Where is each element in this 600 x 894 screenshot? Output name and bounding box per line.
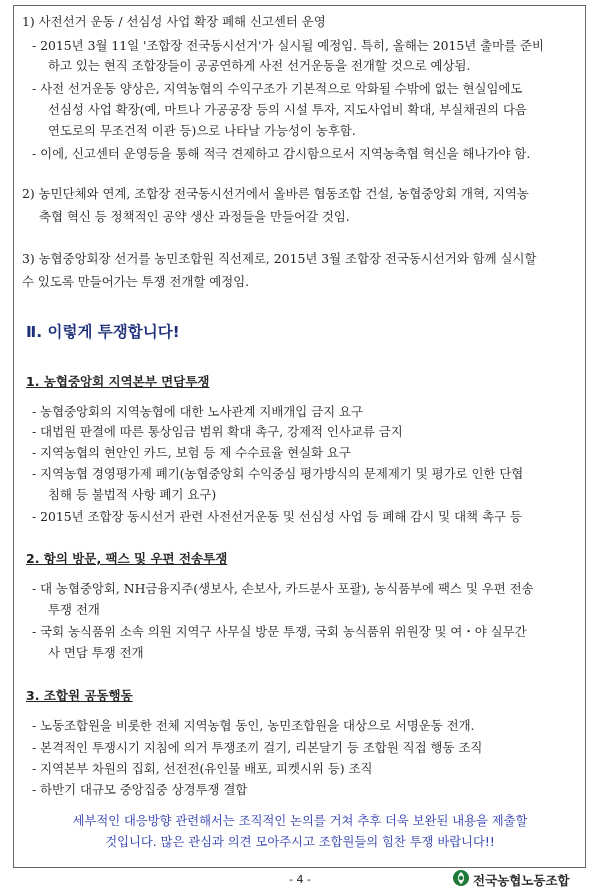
item2-line2: 축협 혁신 등 정책적인 공약 생산 과정들을 만들어갈 것임. bbox=[39, 209, 350, 224]
sub3-bullet1: - 노동조합원을 비롯한 전체 지역농협 동인, 농민조합원을 대상으로 서명운동 전개. bbox=[32, 718, 475, 733]
item3-line1: 3) 농협중앙회장 선거를 농민조합원 직선제로, 2015년 3월 조합장 전국동시선거와 함께 실시할 bbox=[22, 251, 537, 266]
sub2-bullet1-line1: - 대 농협중앙회, NH금융지주(생보사, 손보사, 카드분사 포괄), 농식품부에 팩스 및 우편 전송 bbox=[32, 581, 534, 596]
sub3-bullet4: - 하반기 대규모 중앙집중 상경투쟁 결합 bbox=[32, 782, 248, 797]
sub3-title: 3. 조합원 공동행동 bbox=[26, 688, 133, 703]
org-logo bbox=[452, 869, 570, 891]
closing-line2: 것입니다. 많은 관심과 의견 모아주시고 조합원들의 힘찬 투쟁 바랍니다!! bbox=[105, 835, 495, 849]
union-emblem-icon bbox=[452, 869, 470, 891]
sub1-bullet4-line1: - 지역농협 경영평가제 폐기(농협중앙회 수익중심 평가방식의 문제제기 및 평가로 인한 단협 bbox=[32, 466, 524, 481]
sub1-bullet2: - 대법원 판결에 따른 통상임금 범위 확대 촉구, 강제적 인사교류 금지 bbox=[32, 424, 403, 439]
org-name: 전국농협노동조합 bbox=[473, 873, 570, 888]
item1-bullet2-line3: 연도로의 무조건적 이관 등)으로 나타날 가능성이 농후함. bbox=[48, 123, 356, 138]
sub3-bullet3: - 지역본부 차원의 집회, 선전전(유인물 배포, 피켓시위 등) 조직 bbox=[32, 761, 373, 776]
item1-bullet3: - 이에, 신고센터 운영등을 통해 적극 견제하고 감시함으로서 지역농축협 혁신을 해나가야 함. bbox=[32, 146, 531, 161]
item1-bullet2-line1: - 사전 선거운동 양상은, 지역농협의 수익구조가 기본적으로 악화될 수밖에 없는 현실임에도 bbox=[32, 81, 523, 96]
sub1-title: 1. 농협중앙회 지역본부 면담투쟁 bbox=[26, 374, 210, 389]
sub1-bullet3: - 지역농협의 현안인 카드, 보험 등 제 수수료율 현실화 요구 bbox=[32, 445, 351, 460]
item1-bullet1-line1: - 2015년 3월 11일 '조합장 전국동시선거'가 실시될 예정임. 특히, 올해는 2015년 출마를 준비 bbox=[32, 38, 544, 53]
sub1-bullet5: - 2015년 조합장 동시선거 관련 사전선거운동 및 선심성 사업 등 폐해 감시 및 대책 촉구 등 bbox=[32, 509, 522, 524]
sub1-bullet1: - 농협중앙회의 지역농협에 대한 노사관계 지배개입 금지 요구 bbox=[32, 404, 363, 419]
item1-bullet2-line2: 선심성 사업 확장(예, 마트나 가공공장 등의 시설 투자, 지도사업비 확대, 부실채권의 다음 bbox=[48, 102, 527, 117]
sub2-bullet1-line2: 투쟁 전개 bbox=[48, 602, 100, 617]
sub2-bullet2-line1: - 국회 농식품위 소속 의원 지역구 사무실 방문 투쟁, 국회 농식품위 위원장 및 여・야 실무간 bbox=[32, 624, 527, 639]
item1-title: 1) 사전선거 운동 / 선심성 사업 확장 폐해 신고센터 운영 bbox=[22, 14, 326, 29]
closing-line1: 세부적인 대응방향 관련해서는 조직적인 논의를 거쳐 추후 더욱 보완된 내용을 제출할 bbox=[72, 814, 528, 828]
sub3-bullet2: - 본격적인 투쟁시기 지침에 의거 투쟁조끼 걸기, 리본달기 등 조합원 직접 행동 조직 bbox=[32, 740, 483, 755]
sub2-title: 2. 항의 방문, 팩스 및 우편 전송투쟁 bbox=[26, 551, 228, 566]
item3-line2: 수 있도록 만들어가는 투쟁 전개할 예정임. bbox=[22, 274, 250, 289]
page-number: - 4 - bbox=[289, 873, 311, 886]
sub1-bullet4-line2: 침해 등 불법적 사항 폐기 요구) bbox=[48, 487, 217, 502]
sub2-bullet2-line2: 사 면담 투쟁 전개 bbox=[48, 645, 144, 660]
item1-bullet1-line2: 하고 있는 현직 조합장들이 공공연하게 사전 선거운동을 전개할 것으로 예상됨. bbox=[48, 58, 471, 73]
item2-line1: 2) 농민단체와 연계, 조합장 전국동시선거에서 올바른 협동조합 건설, 농협중앙회 개혁, 지역농 bbox=[22, 186, 529, 201]
section-heading: Ⅱ. 이렇게 투쟁합니다! bbox=[26, 323, 180, 341]
